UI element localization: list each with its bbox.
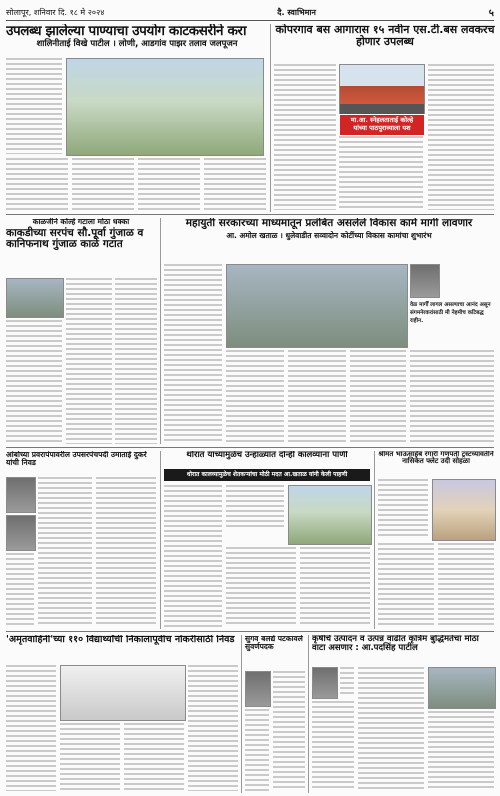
story-6-body-col4: [300, 547, 370, 627]
story-1-body-col5: [204, 158, 266, 210]
story-4-subhead: आ. अमोल खताळ । धुलेवाडीत सव्वादोन कोटींच्या विकास कामांचा शुभारंभ: [226, 231, 432, 241]
story-8-body-col2: [60, 723, 120, 791]
story-3-body-col1: [6, 320, 62, 444]
story-10-body-col1: [312, 701, 354, 791]
story-10-body-col2: [340, 667, 354, 697]
story-8: [6, 635, 238, 663]
story-5-portrait-1: [6, 477, 36, 513]
story-7-headline: श्रीमंत भाऊसाहेब रंगारी गणपती ट्रस्टच्यावतीने नासिकेत फ्लेट उदी सोहळा: [378, 451, 494, 466]
story-10-body-col4: [428, 711, 494, 791]
story-8-body-col3: [124, 723, 184, 791]
story-5-portrait-2: [6, 515, 36, 551]
story-4-body-col4: [350, 350, 406, 444]
story-7: [378, 451, 494, 477]
story-9-photo: [245, 671, 271, 707]
story-4-headline: महायुती सरकारच्या माध्यमातून प्रलंबित असलेले विकास कामे मार्गी लावणार: [185, 218, 473, 229]
story-10-body-col3: [358, 667, 424, 791]
page-header-strip: [6, 4, 494, 21]
story-6-body-col2: [226, 485, 284, 529]
story-5: [6, 451, 156, 475]
column-divider: [160, 218, 161, 444]
story-1-body-col1: [6, 58, 62, 154]
story-4-body-col1: [164, 264, 222, 444]
story-6-photo: [288, 485, 372, 545]
story-2-body-col3: [428, 64, 494, 210]
story-2-body-col1: [274, 64, 336, 210]
story-1-body-col4: [138, 158, 200, 210]
story-5-headline: आंबोच्या प्रवरापंपावरील उपसरपंचपदी उमाताई दुकरे यांची निवड: [6, 451, 147, 467]
story-4-sidebar-text: वेळ मार्गीं लागल असल्याचा आनंद असून संगमनेरकरांसाठी मी नेहमीच कटिबद्ध राहीन.: [410, 302, 491, 324]
story-6-body-col3: [226, 547, 296, 627]
story-8-body-col4: [188, 665, 238, 791]
story-4: [164, 218, 494, 260]
story-6-body-col1: [164, 485, 222, 627]
story-10-photo: [428, 667, 496, 709]
story-7-body-col3: [438, 543, 494, 627]
story-4-body-col2: [226, 350, 284, 444]
story-4-body-col3: [288, 350, 346, 444]
story-8-photo: [60, 665, 186, 721]
story-2: [274, 24, 496, 64]
story-3-photo: [6, 278, 64, 318]
story-1-body-col3: [72, 158, 134, 210]
story-8-headline: 'अमृतवाहिनी'च्या ११० विद्यार्थ्यांची निकालापूर्वीच नोकरीसाठी निवड: [6, 635, 235, 645]
section-rule: [6, 447, 494, 448]
header-masthead: दै. स्वाभिमान: [277, 7, 316, 17]
story-7-body-col1: [378, 479, 428, 539]
story-10-portrait: [312, 667, 338, 699]
column-divider: [241, 635, 242, 793]
section-rule: [6, 631, 494, 632]
story-1-headline: उपलब्ध झालेल्या पाण्याचा उपयोग काटकसरीने करा: [6, 24, 247, 39]
story-5-body-col1: [38, 477, 92, 627]
story-2-photo-badge: मा.आ. स्नेहलताताई कोल्हे यांच्या पाठपुराव्याला यश: [339, 114, 425, 136]
header-date: सोलापूर, शनिवार दि. १८ मे २०२४: [6, 7, 105, 17]
story-4-body-col5: [410, 350, 494, 444]
column-divider: [270, 24, 271, 212]
story-5-body-col2: [96, 477, 156, 627]
column-divider: [308, 635, 309, 793]
story-2-headline: कोपरगाव बस आगारास १५ नवीन एस.टी.बस लवकरच होणार उपलब्ध: [275, 24, 495, 48]
section-rule: [6, 214, 494, 215]
story-1-photo: [66, 58, 264, 156]
story-7-photo: [432, 479, 496, 541]
story-9-body-col1: [273, 671, 305, 791]
story-2-body-col2: [339, 136, 423, 210]
story-9: [245, 635, 305, 669]
story-5-body-col3: [6, 553, 34, 627]
story-2-bus-photo: [339, 64, 425, 118]
story-9-body-col2: [245, 709, 269, 791]
story-3-kicker: काळजीने कोल्हे गटाला मोठा धक्का: [32, 218, 130, 226]
column-divider: [374, 451, 375, 629]
story-8-body-col1: [6, 665, 56, 791]
header-page-number: ५: [488, 8, 494, 19]
story-3: [6, 218, 156, 276]
story-6: [164, 451, 370, 469]
story-10-headline: कृषीचे उत्पादन व उत्पन्न वाढीत कृत्रिम बुद्धिमतेचा मोठा वाटा असणार : आ.पदसिंह पाटील: [312, 635, 479, 653]
story-4-photo: [226, 264, 408, 348]
story-7-body-col2: [378, 543, 434, 627]
story-9-headline: सुगव बलद्ये पटकावले सुवर्णपदक: [245, 635, 303, 651]
story-3-headline: काकडीच्या सरपंच सौ.पूर्वा गुंजाळ व कानिफनाथ गुंजाळ काळे गटात: [6, 227, 144, 251]
story-6-headline: थोरात यांच्यामुळेच उन्हाळ्यात दोन्ही कालव्यांना पाणी: [186, 451, 348, 460]
story-4-portrait: [410, 264, 440, 298]
story-3-body-col3: [115, 278, 157, 444]
story-3-body-col2: [66, 278, 112, 444]
story-4-sidebar-quote: [410, 300, 494, 348]
column-divider: [160, 451, 161, 629]
story-6-banner: धोरात कालव्यामुळेच शेतकऱ्यांचा मोठी मदत आ.खताळ यांनी केली पाहणी: [164, 469, 370, 481]
story-10: [312, 635, 494, 665]
story-1-subhead: शालिनीताई विखे पाटील । लोणी, आडगांव पाझर तलाव जलपूजन: [36, 39, 238, 50]
story-1-body-col2: [6, 158, 68, 210]
